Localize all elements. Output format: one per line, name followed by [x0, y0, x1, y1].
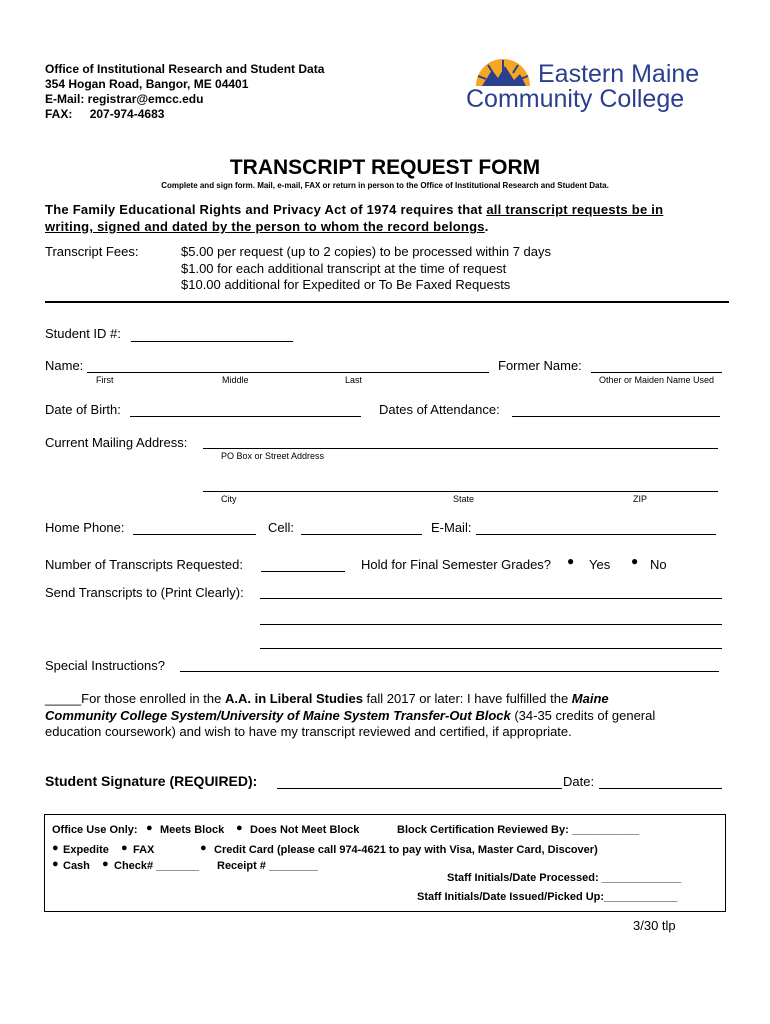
special-instructions-input[interactable]	[180, 671, 719, 672]
page-title: TRANSCRIPT REQUEST FORM	[229, 156, 541, 179]
expedite-label: Expedite	[63, 844, 109, 856]
liberal-bold: A.A. in Liberal Studies	[224, 691, 363, 706]
fee-line: $5.00 per request (up to 2 copies) to be processed within 7 days	[181, 244, 551, 259]
cash-checkbox[interactable]: ●	[52, 858, 59, 870]
send-to-line-3[interactable]	[260, 648, 722, 649]
state-hint: State	[453, 494, 475, 504]
ferpa-suffix: .	[484, 219, 489, 234]
city-state-zip-input[interactable]	[203, 491, 718, 492]
signature-input[interactable]	[277, 788, 562, 789]
footer-code: 3/30 tlp	[633, 918, 676, 933]
dob-input[interactable]	[130, 416, 361, 417]
middle-hint: Middle	[222, 375, 249, 385]
ferpa-line-2	[45, 219, 489, 234]
expedite-checkbox[interactable]: ●	[52, 842, 59, 854]
section-divider	[45, 301, 729, 303]
special-instructions-label: Special Instructions?	[45, 658, 165, 673]
ferpa-underlined-1: all transcript requests be in	[486, 202, 664, 217]
home-phone-label: Home Phone:	[45, 520, 125, 535]
ferpa-line-1	[45, 202, 663, 217]
liberal-studies-line-3: education coursework) and wish to have my transcript reviewed and certified, if appropriate.	[45, 724, 572, 739]
fax-label: FAX:	[45, 107, 73, 121]
liberal-studies-line-2	[45, 708, 655, 723]
city-hint: City	[221, 494, 237, 504]
fax-option-label: FAX	[133, 844, 155, 856]
office-use-label: Office Use Only:	[52, 824, 138, 836]
hold-grades-label: Hold for Final Semester Grades?	[361, 557, 552, 572]
attendance-label: Dates of Attendance:	[379, 402, 500, 417]
cell-label: Cell:	[268, 520, 295, 535]
check-field[interactable]: Check# _______	[114, 860, 200, 872]
po-box-hint: PO Box or Street Address	[221, 451, 325, 461]
yes-radio[interactable]: ●	[567, 554, 575, 568]
signature-date-label: Date:	[563, 774, 595, 789]
logo-line-1: Eastern Maine	[538, 60, 700, 88]
liberal-text-3: (34-35 credits of general	[510, 708, 656, 723]
former-name-hint: Other or Maiden Name Used	[599, 375, 715, 385]
mailing-address-label: Current Mailing Address:	[45, 435, 188, 450]
logo-line-2: Community College	[466, 85, 685, 113]
dob-label: Date of Birth:	[45, 402, 121, 417]
liberal-text-2: fall 2017 or later: I have fulfilled the	[362, 691, 572, 706]
num-transcripts-label: Number of Transcripts Requested:	[45, 557, 243, 572]
page-subtitle: Complete and sign form. Mail, e-mail, FAX or return in person to the Office of Institutional Research and Student Data.	[161, 181, 609, 190]
fee-line: $1.00 for each additional transcript at the time of request	[181, 261, 507, 276]
staff-issued-field[interactable]: Staff Initials/Date Issued/Picked Up:____________	[417, 891, 678, 903]
office-address: 354 Hogan Road, Bangor, ME 04401	[45, 77, 249, 91]
credit-card-label: Credit Card (please call 974-4621 to pay with Visa, Master Card, Discover)	[214, 844, 598, 856]
liberal-italic-1: Maine	[571, 691, 609, 706]
signature-label: Student Signature (REQUIRED):	[45, 773, 258, 789]
office-name: Office of Institutional Research and Student Data	[45, 62, 325, 76]
name-input[interactable]	[87, 372, 489, 373]
last-hint: Last	[345, 375, 363, 385]
send-to-line-2[interactable]	[260, 624, 722, 625]
signature-date-input[interactable]	[599, 788, 722, 789]
cash-label: Cash	[63, 860, 90, 872]
send-to-line-1[interactable]	[260, 598, 722, 599]
liberal-text-1: For those enrolled in the	[81, 691, 225, 706]
college-logo	[466, 56, 716, 116]
ferpa-prefix: The Family Educational Rights and Privacy Act of 1974 requires that	[45, 202, 487, 217]
num-transcripts-input[interactable]	[261, 571, 345, 572]
street-address-input[interactable]	[203, 448, 718, 449]
cell-input[interactable]	[301, 534, 422, 535]
email-label: E-Mail:	[431, 520, 472, 535]
meets-block-label: Meets Block	[160, 824, 225, 836]
email-input[interactable]	[476, 534, 716, 535]
liberal-italic-2: Community College System/University of Maine System Transfer-Out Block	[45, 708, 511, 723]
former-name-label: Former Name:	[498, 358, 582, 373]
ferpa-underlined-2: writing, signed and dated by the person to whom the record belongs	[45, 219, 485, 234]
liberal-blank[interactable]: _____	[45, 691, 82, 706]
fax-checkbox[interactable]: ●	[121, 842, 128, 854]
staff-processed-field[interactable]: Staff Initials/Date Processed: _____________	[447, 872, 682, 884]
credit-card-checkbox[interactable]: ●	[200, 842, 207, 854]
meets-block-checkbox[interactable]: ●	[146, 822, 153, 834]
not-meet-label: Does Not Meet Block	[250, 824, 360, 836]
fees-label: Transcript Fees:	[45, 244, 139, 259]
student-id-input[interactable]	[131, 341, 293, 342]
zip-hint: ZIP	[633, 494, 648, 504]
send-to-label: Send Transcripts to (Print Clearly):	[45, 585, 244, 600]
receipt-field[interactable]: Receipt # ________	[217, 860, 318, 872]
block-cert-field[interactable]: Block Certification Reviewed By: ___________	[397, 824, 640, 836]
not-meet-checkbox[interactable]: ●	[236, 822, 243, 834]
name-label: Name:	[45, 358, 84, 373]
no-label: No	[650, 557, 667, 572]
office-email: E-Mail: registrar@emcc.edu	[45, 92, 204, 106]
first-hint: First	[96, 375, 114, 385]
former-name-input[interactable]	[591, 372, 722, 373]
liberal-studies-line-1	[45, 691, 609, 706]
home-phone-input[interactable]	[133, 534, 256, 535]
fax-number: 207-974-4683	[89, 107, 165, 121]
attendance-input[interactable]	[512, 416, 720, 417]
student-id-label: Student ID #:	[45, 326, 121, 341]
no-radio[interactable]: ●	[631, 554, 639, 568]
check-checkbox[interactable]: ●	[102, 858, 109, 870]
office-fax	[45, 107, 164, 122]
yes-label: Yes	[589, 557, 611, 572]
fee-line: $10.00 additional for Expedited or To Be Faxed Requests	[181, 277, 511, 292]
